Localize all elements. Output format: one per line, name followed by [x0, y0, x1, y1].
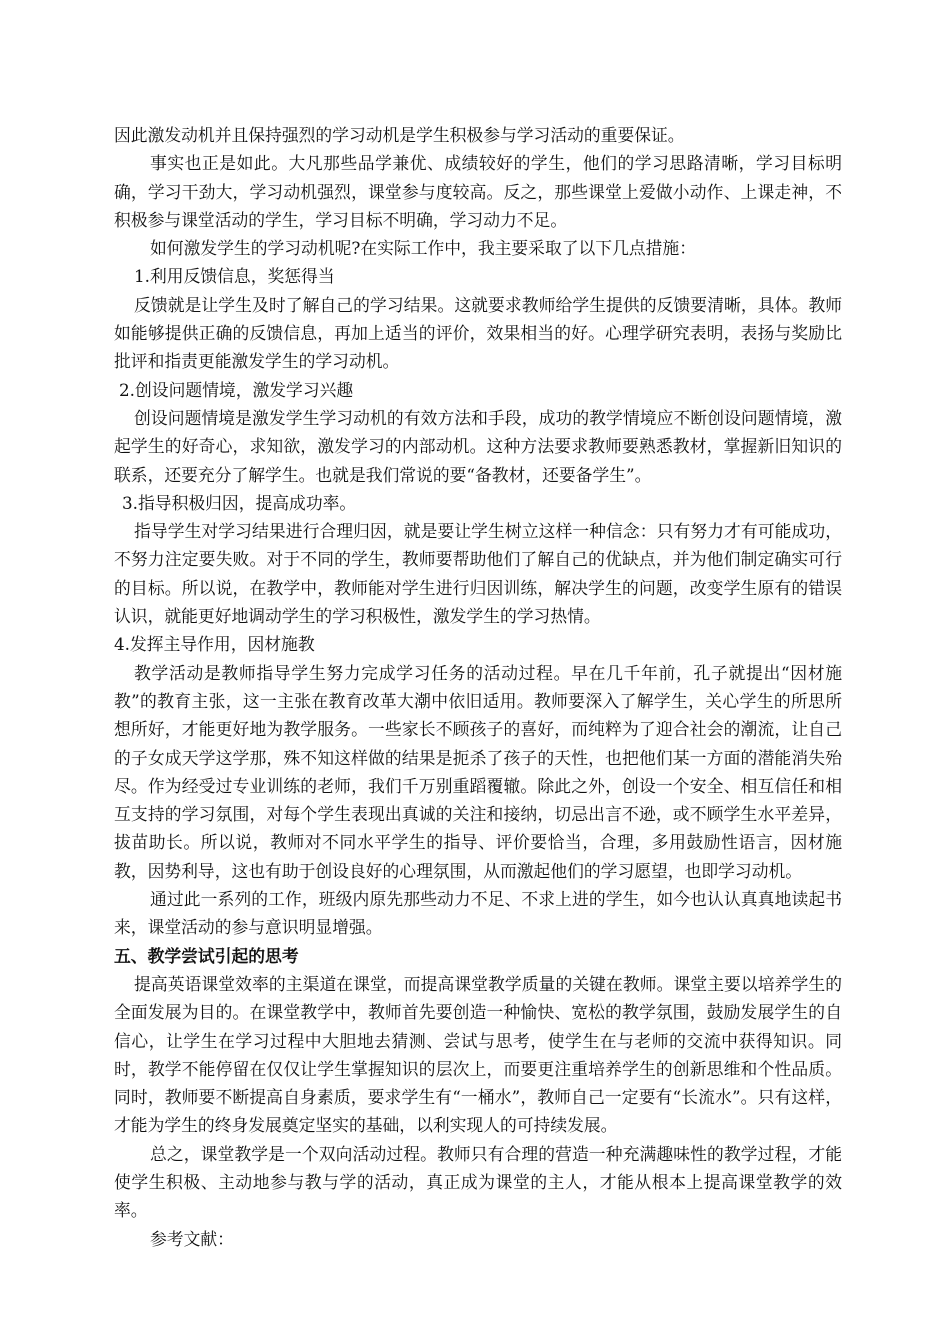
subheading-feedback: 1.利用反馈信息，奖惩得当: [134, 266, 335, 287]
paragraph-attribution: 指导学生对学习结果进行合理归因，就是要让学生树立这样一种信念：只有努力才有可能成功，不努力注定要失败。对于不同的学生，教师要帮助他们了解自己的优缺点，并为他们制定确实可行的目标。所以说，在教学中，教师能对学生进行归因训练，解决学生的问题，改变学生原有的错误认识，就能更好地调动学生的学习积极性，激发学生的学习热情。: [114, 521, 842, 627]
document-body: [114, 121, 842, 1253]
paragraph-reflection: 提高英语课堂效率的主渠道在课堂，而提高课堂教学质量的关键在教师。课堂主要以培养学生的全面发展为目的。在课堂教学中，教师首先要创造一种愉快、宽松的教学氛围，鼓励发展学生的自信心，让学生在学习过程中大胆地去猜测、尝试与思考，使学生在与老师的交流中获得知识。同时，教学不能停留在仅仅让学生掌握知识的层次上，而要更注重培养学生的创新思维和个性品质。同时，教师要不断提高自身素质，要求学生有“一桶水”，教师自己一定要有“长流水”。只有这样，才能为学生的终身发展奠定坚实的基础，以利实现人的可持续发展。: [114, 973, 842, 1136]
references-label: 参考文献：: [150, 1228, 234, 1249]
paragraph-measures-intro: 如何激发学生的学习动机呢?在实际工作中，我主要采取了以下几点措施：: [150, 238, 696, 259]
paragraph-results: 通过此一系列的工作，班级内原先那些动力不足、不求上进的学生，如今也认认真真地读起书来，课堂活动的参与意识明显增强。: [114, 889, 842, 938]
subheading-attribution: 3.指导积极归因，提高成功率。: [122, 492, 357, 513]
section-heading-reflection: 五、教学尝试引起的思考: [114, 945, 299, 966]
paragraph-motivation-guarantee: 因此激发动机并且保持强烈的学习动机是学生积极参与学习活动的重要保证。: [114, 125, 685, 145]
subheading-teaching-role: 4.发挥主导作用，因材施教: [114, 634, 315, 655]
paragraph-problem-situation: 创设问题情境是激发学生学习动机的有效方法和手段，成功的教学情境应不断创设问题情境，激起学生的好奇心，求知欲，激发学习的内部动机。这种方法要求教师要熟悉教材，掌握新旧知识的联系，还要充分了解学生。也就是我们常说的要“备教材，还要备学生”。: [114, 407, 842, 485]
paragraph-feedback: 反馈就是让学生及时了解自己的学习结果。这就要求教师给学生提供的反馈要清晰，具体。教师如能够提供正确的反馈信息，再加上适当的评价，效果相当的好。心理学研究表明，表扬与奖励比批评和指责更能激发学生的学习动机。: [114, 294, 842, 372]
subheading-problem-situation: 2.创设问题情境，激发学习兴趣: [119, 379, 354, 400]
paragraph-conclusion: 总之，课堂教学是一个双向活动过程。教师只有合理的营造一种充满趣味性的教学过程，才能使学生积极、主动地参与教与学的活动，真正成为课堂的主人，才能从根本上提高课堂教学的效率。: [114, 1143, 842, 1221]
paragraph-facts: 事实也正是如此。大凡那些品学兼优、成绩较好的学生，他们的学习思路清晰，学习目标明确，学习干劲大，学习动机强烈，课堂参与度较高。反之，那些课堂上爱做小动作、上课走神，不积极参与课堂活动的学生，学习目标不明确，学习动力不足。: [114, 153, 842, 230]
paragraph-teaching-role: 教学活动是教师指导学生努力完成学习任务的活动过程。早在几千年前，孔子就提出“因材施教”的教育主张，这一主张在教育改革大潮中依旧适用。教师要深入了解学生，关心学生的所思所想所好，才能更好地为教学服务。一些家长不顾孩子的喜好，而纯粹为了迎合社会的潮流，让自己的子女成天学这学那，殊不知这样做的结果是扼杀了孩子的天性，也把他们某一方面的潜能消失殆尽。作为经受过专业训练的老师，我们千万别重蹈覆辙。除此之外，创设一个安全、相互信任和相互支持的学习氛围，对每个学生表现出真诚的关注和接纳，切忌出言不逊，或不顾学生水平差异，拔苗助长。所以说，教师对不同水平学生的指导、评价要恰当，合理，多用鼓励性语言，因材施教，因势利导，这也有助于创设良好的心理氛围，从而激起他们的学习愿望，也即学习动机。: [114, 662, 842, 881]
